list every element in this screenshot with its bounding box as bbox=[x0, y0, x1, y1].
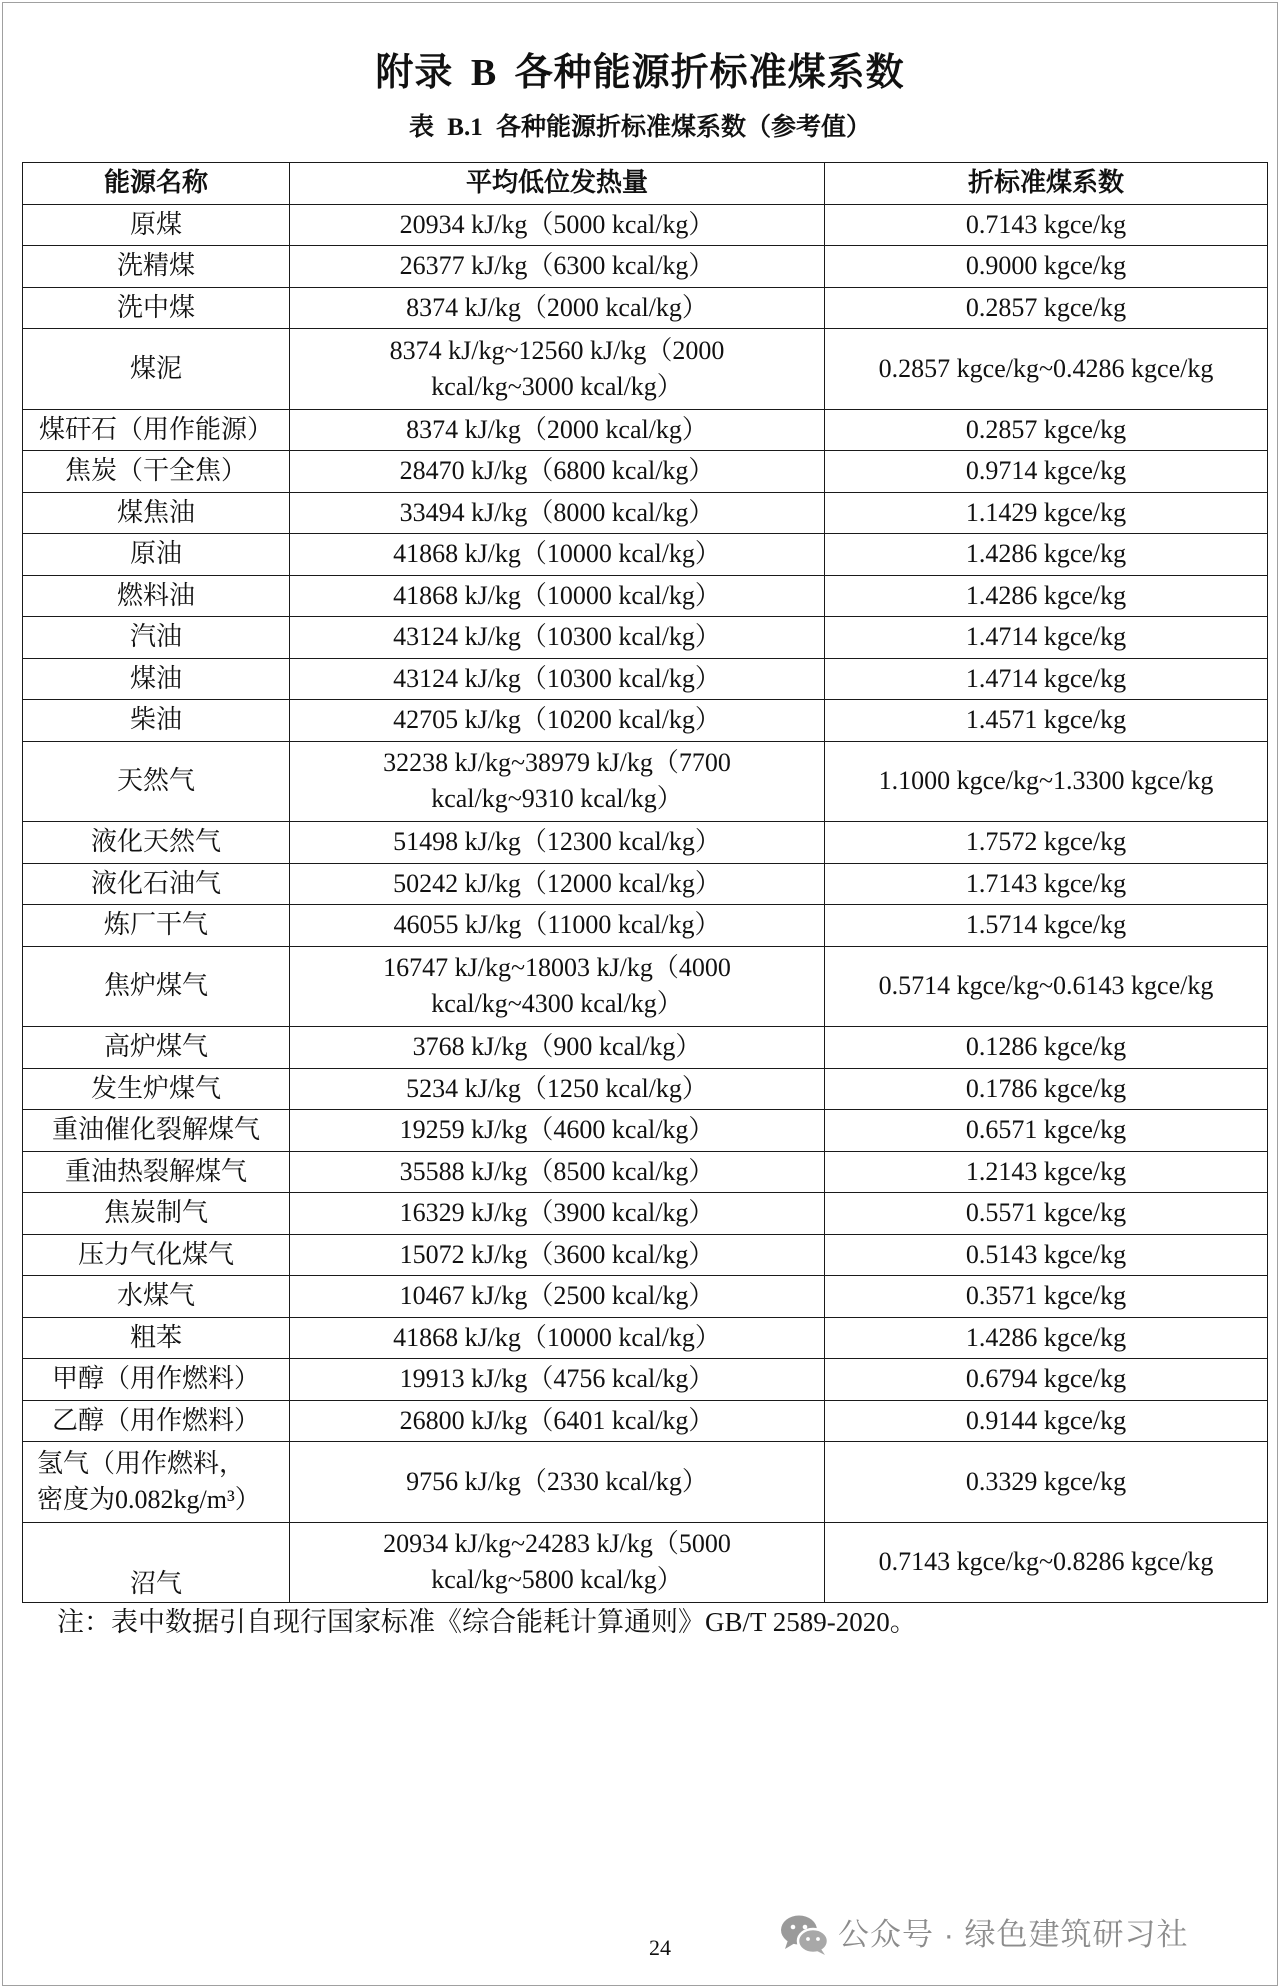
heat-value-cell: 5234 kJ/kg（1250 kcal/kg） bbox=[290, 1068, 825, 1110]
heat-value-cell: 9756 kJ/kg（2330 kcal/kg） bbox=[290, 1442, 825, 1523]
heat-value-cell: 19259 kJ/kg（4600 kcal/kg） bbox=[290, 1110, 825, 1152]
heat-value-cell-line: kcal/kg~9310 kcal/kg） bbox=[431, 784, 683, 814]
table-row bbox=[23, 451, 1268, 493]
energy-name-cell: 煤泥 bbox=[23, 329, 290, 410]
heat-value-cell-line: 32238 kJ/kg~38979 kJ/kg（7700 bbox=[383, 748, 731, 778]
heat-value-cell-line: 8374 kJ/kg~12560 kJ/kg（2000 bbox=[389, 335, 725, 365]
heat-value-cell: 42705 kJ/kg（10200 kcal/kg） bbox=[290, 700, 825, 742]
energy-name-cell: 焦炭（干全焦） bbox=[23, 451, 290, 493]
column-header-energy-name: 能源名称 bbox=[23, 163, 290, 205]
energy-name-cell: 沼气 bbox=[23, 1522, 290, 1603]
energy-name-cell: 原油 bbox=[23, 534, 290, 576]
heat-value-cell bbox=[290, 1522, 825, 1603]
coal-coefficient-cell: 1.7572 kgce/kg bbox=[825, 822, 1268, 864]
table-row bbox=[23, 1442, 1268, 1523]
heat-value-cell: 41868 kJ/kg（10000 kcal/kg） bbox=[290, 1317, 825, 1359]
heat-value-cell bbox=[290, 329, 825, 410]
page-title: 附录 B 各种能源折标准煤系数 bbox=[375, 52, 905, 94]
energy-table-body bbox=[23, 204, 1268, 1603]
table-row bbox=[23, 492, 1268, 534]
watermark-text: 公众号 · 绿色建筑研习社 bbox=[838, 1917, 1189, 1952]
table-row bbox=[23, 1110, 1268, 1152]
heat-value-cell: 8374 kJ/kg（2000 kcal/kg） bbox=[290, 287, 825, 329]
watermark bbox=[780, 1912, 1189, 1958]
energy-name-cell: 天然气 bbox=[23, 741, 290, 822]
heat-value-cell: 8374 kJ/kg（2000 kcal/kg） bbox=[290, 409, 825, 451]
page-number: 24 bbox=[649, 1935, 671, 1960]
table-row bbox=[23, 246, 1268, 288]
energy-name-cell: 燃料油 bbox=[23, 575, 290, 617]
table-row bbox=[23, 700, 1268, 742]
energy-name-cell: 煤油 bbox=[23, 658, 290, 700]
table-row bbox=[23, 617, 1268, 659]
energy-name-cell: 焦炭制气 bbox=[23, 1193, 290, 1235]
energy-name-cell: 煤焦油 bbox=[23, 492, 290, 534]
coal-coefficient-cell: 0.9714 kgce/kg bbox=[825, 451, 1268, 493]
coal-coefficient-cell: 1.4714 kgce/kg bbox=[825, 617, 1268, 659]
coal-coefficient-cell: 1.4286 kgce/kg bbox=[825, 1317, 1268, 1359]
energy-name-cell: 柴油 bbox=[23, 700, 290, 742]
table-row bbox=[23, 1151, 1268, 1193]
heat-value-cell: 26800 kJ/kg（6401 kcal/kg） bbox=[290, 1400, 825, 1442]
heat-value-cell: 19913 kJ/kg（4756 kcal/kg） bbox=[290, 1359, 825, 1401]
table-row bbox=[23, 905, 1268, 947]
heat-value-cell-line: kcal/kg~5800 kcal/kg） bbox=[431, 1565, 683, 1595]
coal-coefficient-cell: 1.4714 kgce/kg bbox=[825, 658, 1268, 700]
energy-name-cell: 高炉煤气 bbox=[23, 1027, 290, 1069]
heat-value-cell: 51498 kJ/kg（12300 kcal/kg） bbox=[290, 822, 825, 864]
energy-name-cell: 炼厂干气 bbox=[23, 905, 290, 947]
energy-name-cell: 焦炉煤气 bbox=[23, 946, 290, 1027]
coal-coefficient-cell: 0.2857 kgce/kg bbox=[825, 287, 1268, 329]
energy-name-cell: 乙醇（用作燃料） bbox=[23, 1400, 290, 1442]
heat-value-cell: 16329 kJ/kg（3900 kcal/kg） bbox=[290, 1193, 825, 1235]
energy-name-cell: 原煤 bbox=[23, 204, 290, 246]
energy-name-cell: 重油催化裂解煤气 bbox=[23, 1110, 290, 1152]
coal-coefficient-cell: 0.1286 kgce/kg bbox=[825, 1027, 1268, 1069]
table-row bbox=[23, 287, 1268, 329]
coal-coefficient-cell: 0.5571 kgce/kg bbox=[825, 1193, 1268, 1235]
table-row bbox=[23, 204, 1268, 246]
table-note: 注：表中数据引自现行国家标准《综合能耗计算通则》GB/T 2589-2020。 bbox=[57, 1607, 917, 1637]
table-row bbox=[23, 329, 1268, 410]
table-row bbox=[23, 822, 1268, 864]
heat-value-cell bbox=[290, 946, 825, 1027]
table-row bbox=[23, 1193, 1268, 1235]
energy-name-cell: 发生炉煤气 bbox=[23, 1068, 290, 1110]
table-row bbox=[23, 1317, 1268, 1359]
coal-coefficient-cell: 0.2857 kgce/kg bbox=[825, 409, 1268, 451]
coal-coefficient-cell: 1.7143 kgce/kg bbox=[825, 863, 1268, 905]
coal-coefficient-cell: 0.6571 kgce/kg bbox=[825, 1110, 1268, 1152]
energy-name-cell: 洗中煤 bbox=[23, 287, 290, 329]
column-header-coal-coefficient: 折标准煤系数 bbox=[825, 163, 1268, 205]
table-row bbox=[23, 1522, 1268, 1603]
heat-value-cell bbox=[290, 741, 825, 822]
heat-value-cell: 26377 kJ/kg（6300 kcal/kg） bbox=[290, 246, 825, 288]
heat-value-cell: 28470 kJ/kg（6800 kcal/kg） bbox=[290, 451, 825, 493]
energy-name-cell: 液化石油气 bbox=[23, 863, 290, 905]
energy-name-cell: 煤矸石（用作能源） bbox=[23, 409, 290, 451]
coal-coefficient-cell: 1.1000 kgce/kg~1.3300 kgce/kg bbox=[825, 741, 1268, 822]
coal-coefficient-cell: 0.7143 kgce/kg~0.8286 kgce/kg bbox=[825, 1522, 1268, 1603]
table-row bbox=[23, 946, 1268, 1027]
heat-value-cell: 35588 kJ/kg（8500 kcal/kg） bbox=[290, 1151, 825, 1193]
energy-name-cell: 洗精煤 bbox=[23, 246, 290, 288]
table-caption: 表 B.1 各种能源折标准煤系数（参考值） bbox=[409, 114, 871, 141]
coal-coefficient-cell: 1.2143 kgce/kg bbox=[825, 1151, 1268, 1193]
table-row bbox=[23, 534, 1268, 576]
table-row bbox=[23, 575, 1268, 617]
heat-value-cell: 33494 kJ/kg（8000 kcal/kg） bbox=[290, 492, 825, 534]
heat-value-cell-line: kcal/kg~4300 kcal/kg） bbox=[431, 989, 683, 1019]
coal-coefficient-cell: 0.2857 kgce/kg~0.4286 kgce/kg bbox=[825, 329, 1268, 410]
coal-coefficient-cell: 0.9144 kgce/kg bbox=[825, 1400, 1268, 1442]
coal-coefficient-cell: 1.4286 kgce/kg bbox=[825, 575, 1268, 617]
table-row bbox=[23, 658, 1268, 700]
energy-name-cell-line: 密度为0.082kg/m³） bbox=[37, 1484, 261, 1514]
table-row bbox=[23, 1276, 1268, 1318]
heat-value-cell: 46055 kJ/kg（11000 kcal/kg） bbox=[290, 905, 825, 947]
energy-name-cell bbox=[23, 1442, 290, 1523]
table-row bbox=[23, 1234, 1268, 1276]
coal-coefficient-cell: 0.5714 kgce/kg~0.6143 kgce/kg bbox=[825, 946, 1268, 1027]
table-row bbox=[23, 1400, 1268, 1442]
table-row bbox=[23, 741, 1268, 822]
energy-name-cell: 重油热裂解煤气 bbox=[23, 1151, 290, 1193]
heat-value-cell: 10467 kJ/kg（2500 kcal/kg） bbox=[290, 1276, 825, 1318]
energy-name-cell: 液化天然气 bbox=[23, 822, 290, 864]
heat-value-cell-line: kcal/kg~3000 kcal/kg） bbox=[431, 371, 683, 401]
energy-name-cell: 甲醇（用作燃料） bbox=[23, 1359, 290, 1401]
heat-value-cell: 3768 kJ/kg（900 kcal/kg） bbox=[290, 1027, 825, 1069]
energy-conversion-table bbox=[22, 162, 1268, 1603]
energy-name-cell: 汽油 bbox=[23, 617, 290, 659]
coal-coefficient-cell: 0.9000 kgce/kg bbox=[825, 246, 1268, 288]
column-header-avg-low-heat-value: 平均低位发热量 bbox=[290, 163, 825, 205]
heat-value-cell: 43124 kJ/kg（10300 kcal/kg） bbox=[290, 617, 825, 659]
heat-value-cell: 50242 kJ/kg（12000 kcal/kg） bbox=[290, 863, 825, 905]
coal-coefficient-cell: 1.5714 kgce/kg bbox=[825, 905, 1268, 947]
wechat-icon bbox=[780, 1914, 830, 1956]
coal-coefficient-cell: 0.7143 kgce/kg bbox=[825, 204, 1268, 246]
table-row bbox=[23, 1027, 1268, 1069]
coal-coefficient-cell: 1.1429 kgce/kg bbox=[825, 492, 1268, 534]
coal-coefficient-cell: 0.3329 kgce/kg bbox=[825, 1442, 1268, 1523]
table-head bbox=[23, 163, 1268, 205]
heat-value-cell-line: 20934 kJ/kg~24283 kJ/kg（5000 bbox=[383, 1529, 731, 1559]
table-row bbox=[23, 1359, 1268, 1401]
coal-coefficient-cell: 0.3571 kgce/kg bbox=[825, 1276, 1268, 1318]
heat-value-cell: 41868 kJ/kg（10000 kcal/kg） bbox=[290, 575, 825, 617]
energy-name-cell: 压力气化煤气 bbox=[23, 1234, 290, 1276]
table-row bbox=[23, 409, 1268, 451]
energy-name-cell: 粗苯 bbox=[23, 1317, 290, 1359]
table-header-row bbox=[23, 163, 1268, 205]
heat-value-cell-line: 16747 kJ/kg~18003 kJ/kg（4000 bbox=[383, 953, 731, 983]
table-row bbox=[23, 863, 1268, 905]
coal-coefficient-cell: 0.5143 kgce/kg bbox=[825, 1234, 1268, 1276]
heat-value-cell: 15072 kJ/kg（3600 kcal/kg） bbox=[290, 1234, 825, 1276]
heat-value-cell: 43124 kJ/kg（10300 kcal/kg） bbox=[290, 658, 825, 700]
heat-value-cell: 41868 kJ/kg（10000 kcal/kg） bbox=[290, 534, 825, 576]
energy-name-cell: 水煤气 bbox=[23, 1276, 290, 1318]
table-row bbox=[23, 1068, 1268, 1110]
coal-coefficient-cell: 1.4286 kgce/kg bbox=[825, 534, 1268, 576]
coal-coefficient-cell: 0.1786 kgce/kg bbox=[825, 1068, 1268, 1110]
heat-value-cell: 20934 kJ/kg（5000 kcal/kg） bbox=[290, 204, 825, 246]
energy-name-cell-line: 氢气（用作燃料， bbox=[37, 1448, 246, 1478]
coal-coefficient-cell: 1.4571 kgce/kg bbox=[825, 700, 1268, 742]
coal-coefficient-cell: 0.6794 kgce/kg bbox=[825, 1359, 1268, 1401]
